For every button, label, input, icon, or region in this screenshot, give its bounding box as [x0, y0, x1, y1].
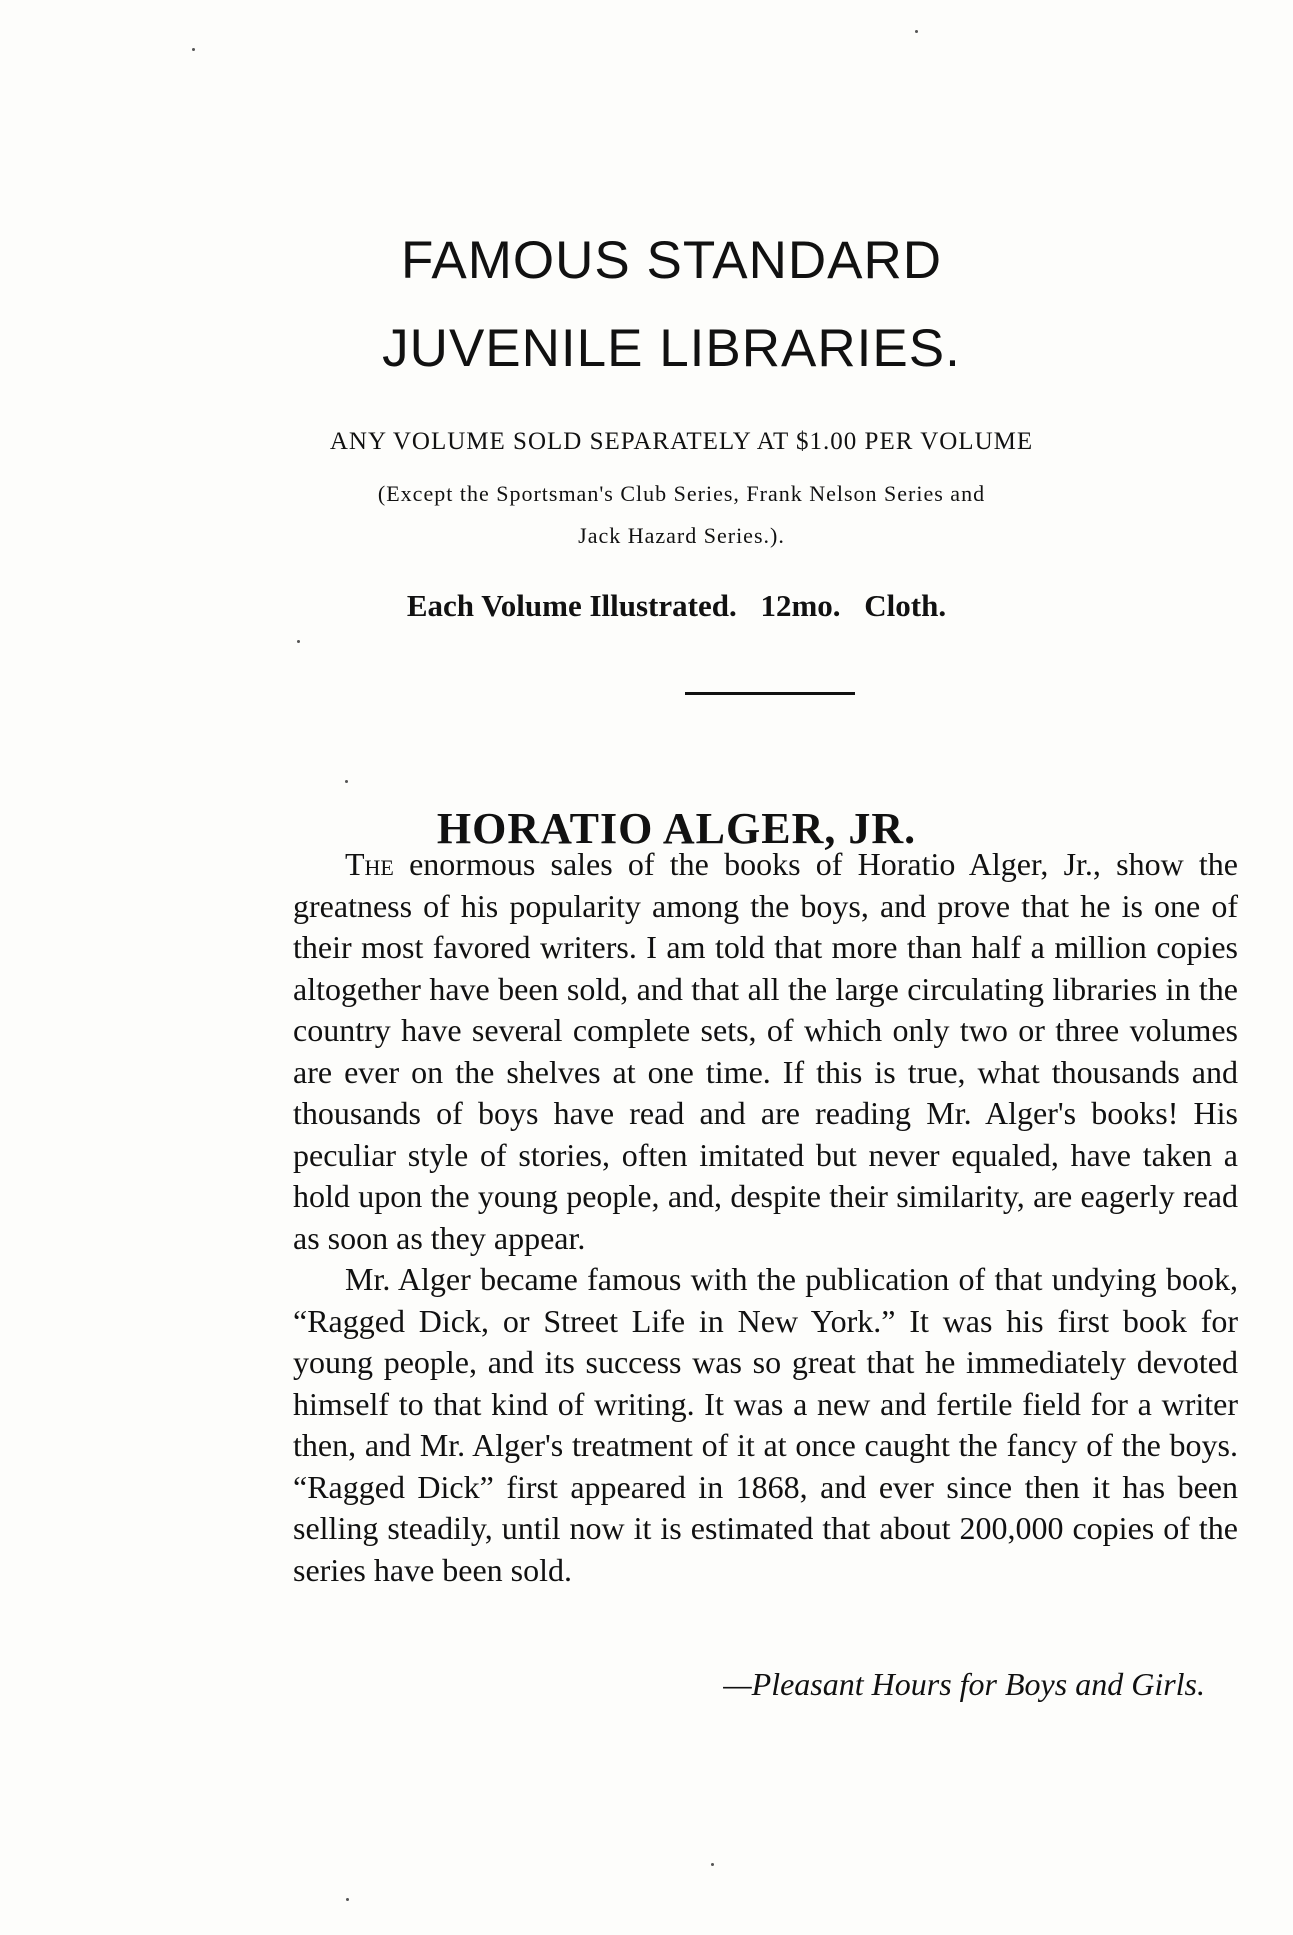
page-title-line2: JUVENILE LIBRARIES. [382, 319, 961, 378]
price-exception [0, 473, 1293, 557]
scan-speck [915, 30, 918, 33]
scan-speck [192, 48, 195, 51]
paragraph-2: Mr. Alger became famous with the publication of that undying book, “Ragged Dick, or Street Life in New York.” It was his first book for young people, and its success was so great that he immediately devoted himself to that kind of writing. It was a new and fertile field for a writer then, and Mr. Alger's treatment of it at once caught the fancy of the boys. “Ragged Dick” first appeared in 1868, and ever since then it has been selling steadily, until now it is estimated that about 200,000 copies of the series have been sold. [293, 1261, 1238, 1588]
section-divider [685, 692, 855, 695]
format-size: 12mo. [760, 588, 841, 623]
price-exception-line2: Jack Hazard Series.). [578, 523, 785, 548]
price-exception-line1: (Except the Sportsman's Club Series, Frank Nelson Series and [377, 481, 986, 506]
scan-speck [346, 1898, 349, 1901]
quote-attribution: —Pleasant Hours for Boys and Girls. [723, 1666, 1205, 1702]
author-heading: HORATIO ALGER, JR. [436, 803, 917, 853]
format-illustrated: Each Volume Illustrated. [406, 588, 737, 623]
scan-speck [345, 780, 348, 783]
format-binding: Cloth. [864, 588, 947, 623]
scan-speck [297, 640, 300, 643]
article-body [293, 844, 1238, 1591]
paragraph-1 [293, 844, 1238, 1259]
price-notice: ANY VOLUME SOLD SEPARATELY AT $1.00 PER VOLUME [329, 428, 1034, 455]
scan-speck [711, 1863, 714, 1866]
format-line [0, 588, 1293, 624]
page-title-line1: FAMOUS STANDARD [400, 231, 943, 290]
paragraph-1-text: enormous sales of the books of Horatio Alger, Jr., show the greatness of his popularity among the boys, and prove that he is one of their most favored writers. I am told that more than half a million copies altogether have been sold, and that all the large circulating libraries in the country have several complete sets, of which only two or three volumes are ever on the shelves at one time. If this is true, what thousands and thousands of boys have read and are reading Mr. Alger's books! His peculiar style of stories, often imitated but never equaled, have taken a hold upon the young people, and, despite their similarity, are eagerly read as soon as they appear. [293, 846, 1238, 1256]
paragraph-1-lead: The [345, 846, 394, 882]
